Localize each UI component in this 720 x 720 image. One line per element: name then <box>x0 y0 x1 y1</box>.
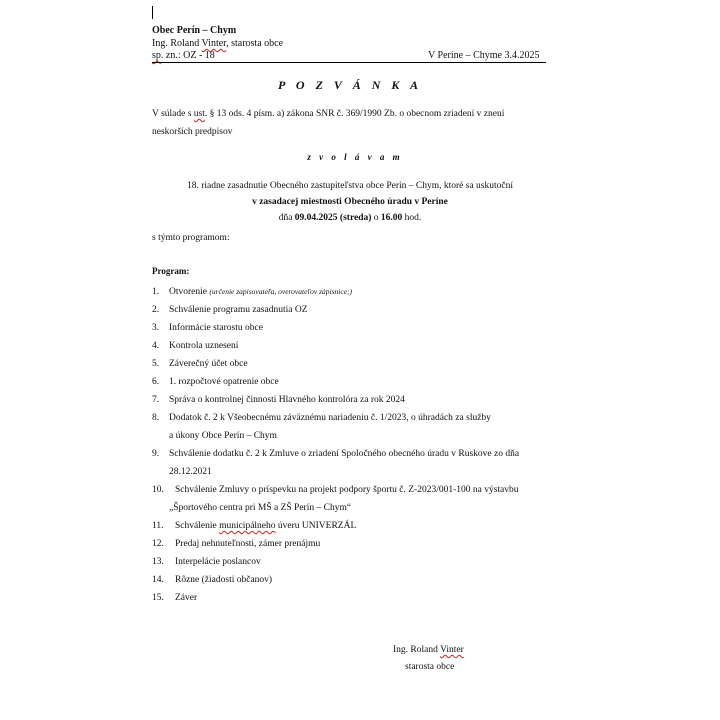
intro-before: V súlade s <box>152 109 194 119</box>
signature-name <box>393 644 464 656</box>
program-item: 12. Predaj nehnuteľnosti, zámer prenájmu <box>152 539 321 549</box>
program-item: 5. Záverečný účet obce <box>152 359 248 369</box>
program-heading: Program: <box>152 266 190 276</box>
program-note: (určenie zapisovateľa, overovateľov zápisnice;) <box>209 287 353 296</box>
program-item: 10. Schválenie Zmluvy o príspevku na projekt podpory športu č. Z-2023/001-100 na výstavbu „Športového centra pri MŠ a ZŠ Perín – Chym“ <box>152 485 519 513</box>
meeting-place: v zasadacej miestnosti Obecného úradu v Períne <box>252 197 448 207</box>
program-item: 13. Interpelácie poslancov <box>152 557 261 567</box>
zvolavam-heading: z v o l á v a m <box>307 152 403 162</box>
signer-suffix: , starosta obce <box>226 38 284 49</box>
intro-line-1 <box>152 108 504 120</box>
ref-prefix: sp <box>152 50 161 61</box>
program-intro: s týmto programom: <box>152 233 230 243</box>
meeting-datetime <box>0 212 700 224</box>
program-item: 9. Schválenie dodatku č. 2 k Zmluve o zriadení Spoločného obecného úradu v Ruskove zo dňa 28.12.2021 <box>152 449 520 477</box>
ref-rest: . zn.: OZ - 18 <box>160 50 215 61</box>
program-item: 15. Záver <box>152 593 198 603</box>
time-mid: o <box>371 213 381 223</box>
program-item: 6. 1. rozpočtové opatrenie obce <box>152 377 279 387</box>
intro-after: . § 13 ods. 4 písm. a) zákona SNR č. 369/1990 Zb. o obecnom zriadení v znení <box>204 109 505 119</box>
program-item: 7. Správa o kontrolnej činnosti Hlavného kontrolóra za rok 2024 <box>152 395 405 405</box>
signature-surname: Vinter <box>440 645 464 655</box>
header-divider <box>152 62 546 63</box>
program-item: 3. Informácie starostu obce <box>152 323 263 333</box>
signature-prefix: Ing. Roland <box>393 645 441 655</box>
program-item: 11. Schválenie municipálneho úveru UNIVERZÁL <box>152 521 357 531</box>
program-item: 2. Schválenie programu zasadnutia OZ <box>152 305 308 315</box>
program-item: 1. Otvorenie (určenie zapisovateľa, overovateľov zápisnice;) <box>152 287 353 297</box>
signature-role: starosta obce <box>405 662 455 672</box>
program-list <box>152 286 552 610</box>
date-prefix: dňa <box>278 213 295 223</box>
text-cursor <box>152 6 153 19</box>
program-item: 4. Kontrola uznesení <box>152 341 239 351</box>
meeting-line: 18. riadne zasadnutie Obecného zastupiteľstva obce Perín – Chym, ktoré sa uskutoční <box>187 181 513 191</box>
place-date: V Períne – Chyme 3.4.2025 <box>428 50 540 61</box>
signer-prefix: Ing. Roland <box>152 38 202 49</box>
program-item: 14. Rôzne (žiadosti občanov) <box>152 575 273 585</box>
intro-ust: ust <box>193 109 205 119</box>
time-suffix: hod. <box>402 213 422 223</box>
org-name: Obec Perín – Chym <box>152 25 237 36</box>
program-item: 8. Dodatok č. 2 k Všeobecnému záväznému nariadeniu č. 1/2023, o úhradách za služby a úkony Obce Perín – Chym <box>152 413 491 441</box>
reference-number <box>152 50 215 62</box>
signer-line <box>152 38 283 50</box>
intro-line-2: neskorších predpisov <box>152 127 233 137</box>
meeting-date: 09.04.2025 (streda) <box>294 213 372 223</box>
document-title: P O Z V Á N K A <box>278 78 422 92</box>
signer-surname: Vinter <box>201 38 227 49</box>
meeting-time: 16.00 <box>380 213 403 223</box>
